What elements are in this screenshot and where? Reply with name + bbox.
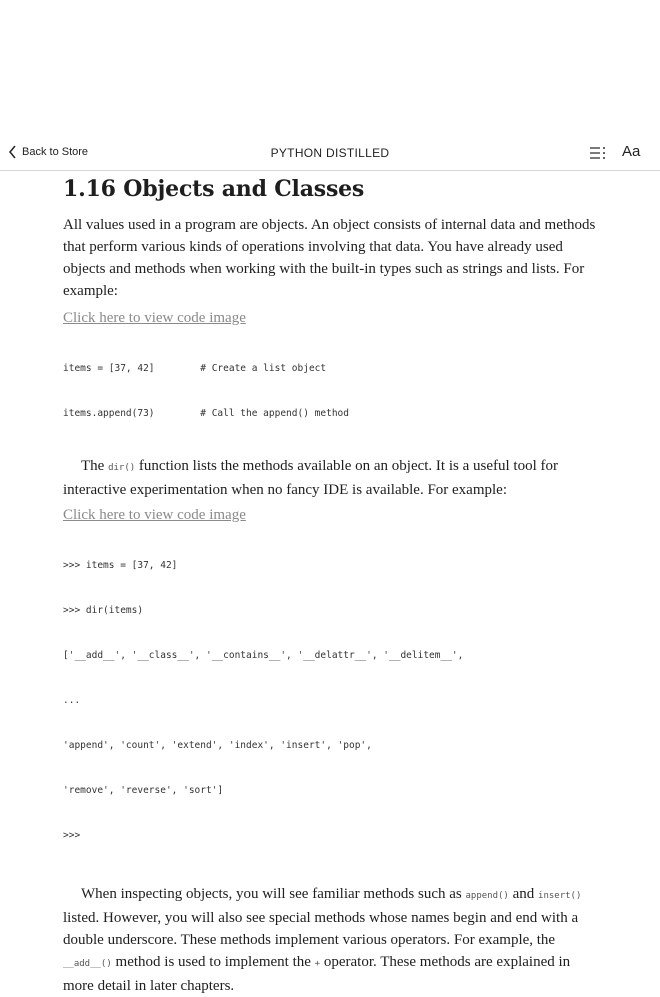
- code-block-dir-example: [63, 532, 603, 869]
- inline-code-dir: dir(): [108, 463, 136, 473]
- code-line: 'remove', 'reverse', 'sort']: [63, 785, 224, 796]
- paragraph-dir: The dir() function lists the methods available on an object. It is a useful tool for interactive experimentation when no fancy IDE is available. For example:: [63, 458, 558, 498]
- back-to-store-label: Back to Store: [22, 146, 89, 158]
- section-title: 1.16 Objects and Classes: [63, 176, 365, 202]
- code-line: items = [37, 42] # Create a list object: [63, 363, 327, 374]
- view-code-image-link[interactable]: Click here to view code image: [63, 507, 246, 523]
- reader-toolbar: [0, 138, 660, 171]
- code-line: ...: [63, 695, 81, 706]
- inline-code-plus: +: [314, 959, 321, 969]
- paragraph-intro: All values used in a program are objects. An object consists of internal data and methods that perform various kinds of operations involving that data. You have already used objects and methods when working with the built-in types such as strings and lists. For example:: [63, 217, 596, 299]
- inline-code-insert: insert(): [538, 891, 582, 901]
- book-title: PYTHON DISTILLED: [270, 146, 390, 160]
- paragraph-special-methods: When inspecting objects, you will see familiar methods such as append() and insert() listed. However, you will also see special methods whose names begin and end with a double underscore. These methods implement various operators. For example, the __add__() method is used to implement the + operator. These methods are explained in more detail in later chapters.: [63, 886, 582, 994]
- font-settings-button[interactable]: Aa: [622, 143, 641, 160]
- book-page-content: [63, 172, 603, 997]
- inline-code-append: append(): [465, 891, 509, 901]
- code-line: ['__add__', '__class__', '__contains__', '__delattr__', '__delitem__',: [63, 650, 464, 661]
- inline-code-add: __add__(): [63, 959, 112, 969]
- table-of-contents-icon[interactable]: [589, 145, 607, 166]
- code-line: >>>: [63, 830, 81, 841]
- code-line: 'append', 'count', 'extend', 'index', 'insert', 'pop',: [63, 740, 372, 751]
- code-line: >>> items = [37, 42]: [63, 560, 178, 571]
- code-line: >>> dir(items): [63, 605, 144, 616]
- code-block-list-example: [63, 335, 603, 447]
- view-code-image-link[interactable]: Click here to view code image: [63, 310, 246, 326]
- code-line: items.append(73) # Call the append() method: [63, 408, 349, 419]
